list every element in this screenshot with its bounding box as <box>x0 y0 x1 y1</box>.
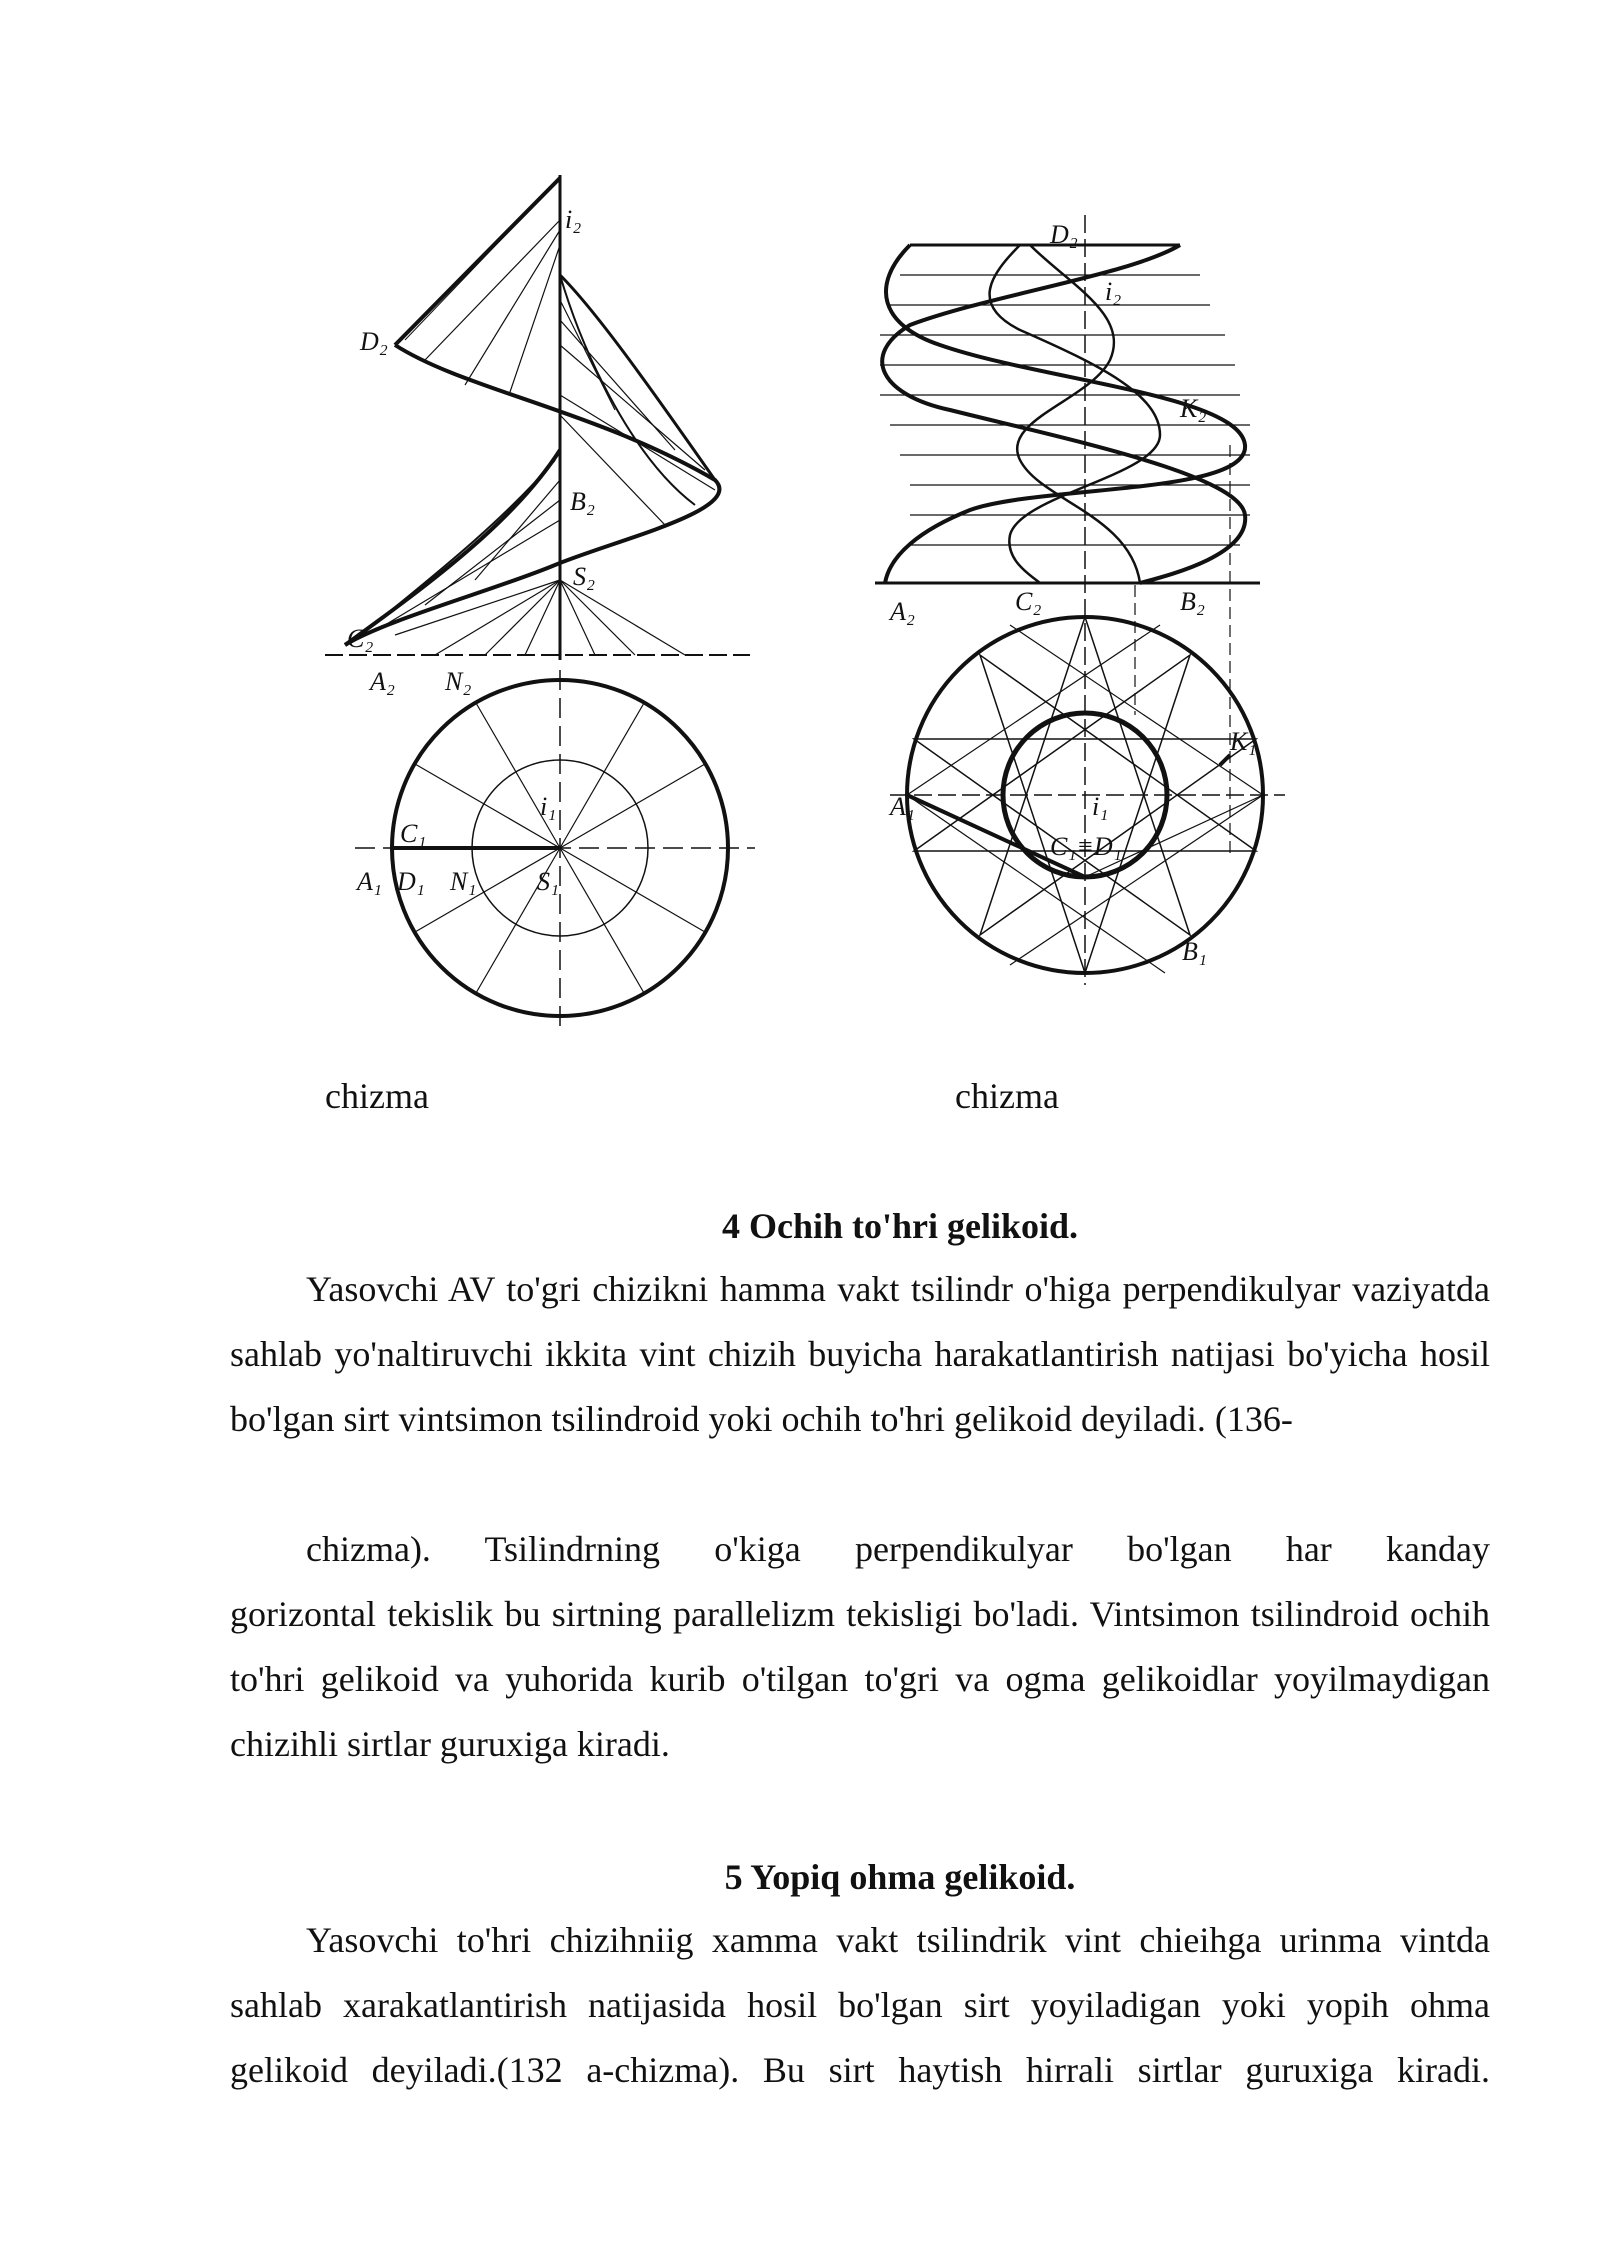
label-D1: D₁ <box>397 867 425 896</box>
section-4-paragraph-1: Yasovchi AV to'gri chizikni hamma vakt tsilindr o'higa perpendikulyar vaziyatda sahlab yo'naltiruvchi ikkita vint chizih buyicha harakatlantirish natijasi bo'yicha hosil bo'lgan sirt vintsimon tsilindroid yoki ochih to'hri gelikoid deyiladi. (136- <box>230 1269 1490 1439</box>
label-K1: K₁ <box>1230 727 1257 756</box>
label-N2: N₂ <box>445 667 472 696</box>
caption-left: chizma <box>325 1076 429 1116</box>
label-N1: N₁ <box>450 867 477 896</box>
label-B1: B₁ <box>1182 937 1207 966</box>
label-S1: S₁ <box>537 867 560 896</box>
label-C1-D1: C₁≡D₁ <box>1050 832 1122 861</box>
section-4-heading: 4 Ochih to'hri gelikoid. <box>721 1206 1079 1246</box>
section-4-paragraph-2-rest: gorizontal tekislik bu sirtning parallelizm tekisligi bo'ladi. Vintsimon tsilindroid ochih to'hri gelikoid va yuhorida kurib o'tilgan to'gri va ogma gelikoidlar yoyilmaydigan chizihli sirtlar guruxiga kiradi. <box>230 1594 1490 1764</box>
label-B2: B₂ <box>1180 587 1205 616</box>
label-S2: S₂ <box>573 562 596 591</box>
label-C2: C₂ <box>1015 587 1042 616</box>
label-B2: B₂ <box>570 487 595 516</box>
label-D2: D₂ <box>1050 220 1078 249</box>
label-A1: A₁ <box>357 867 382 896</box>
label-i2: i₂ <box>565 205 582 234</box>
label-A1: A₁ <box>890 792 915 821</box>
figure-right-helicoid-drawing <box>870 155 1290 1035</box>
section-5-paragraph-1: Yasovchi to'hri chizihniig xamma vakt tsilindrik vint chieihga urinma vintda sahlab xarakatlantirish natijasida hosil bo'lgan sirt yoyiladigan yoki yopih ohma gelikoid deyiladi.(132 a-chizma). Bu sirt haytish hirrali sirtlar guruxiga kiradi. <box>230 1920 1490 2090</box>
section-5-heading: 5 Yopiq ohma gelikoid. <box>724 1857 1076 1897</box>
label-K2: K₂ <box>1180 394 1207 423</box>
figure-left-helicoid-drawing <box>315 160 755 1040</box>
label-i1: i₁ <box>540 792 557 821</box>
section-4-paragraph-2-first-line: chizma). Tsilindrning o'kiga perpendikulyar bo'lgan har kanday <box>306 1529 1490 1569</box>
label-A2: A₂ <box>370 667 395 696</box>
label-D2: D₂ <box>360 327 388 356</box>
label-i1: i₁ <box>1092 792 1109 821</box>
label-A2: A₂ <box>890 597 915 626</box>
caption-right: chizma <box>955 1076 1059 1116</box>
label-C1: C₁ <box>400 819 427 848</box>
label-C2: C₂ <box>347 624 374 653</box>
label-i2: i₂ <box>1105 277 1122 306</box>
